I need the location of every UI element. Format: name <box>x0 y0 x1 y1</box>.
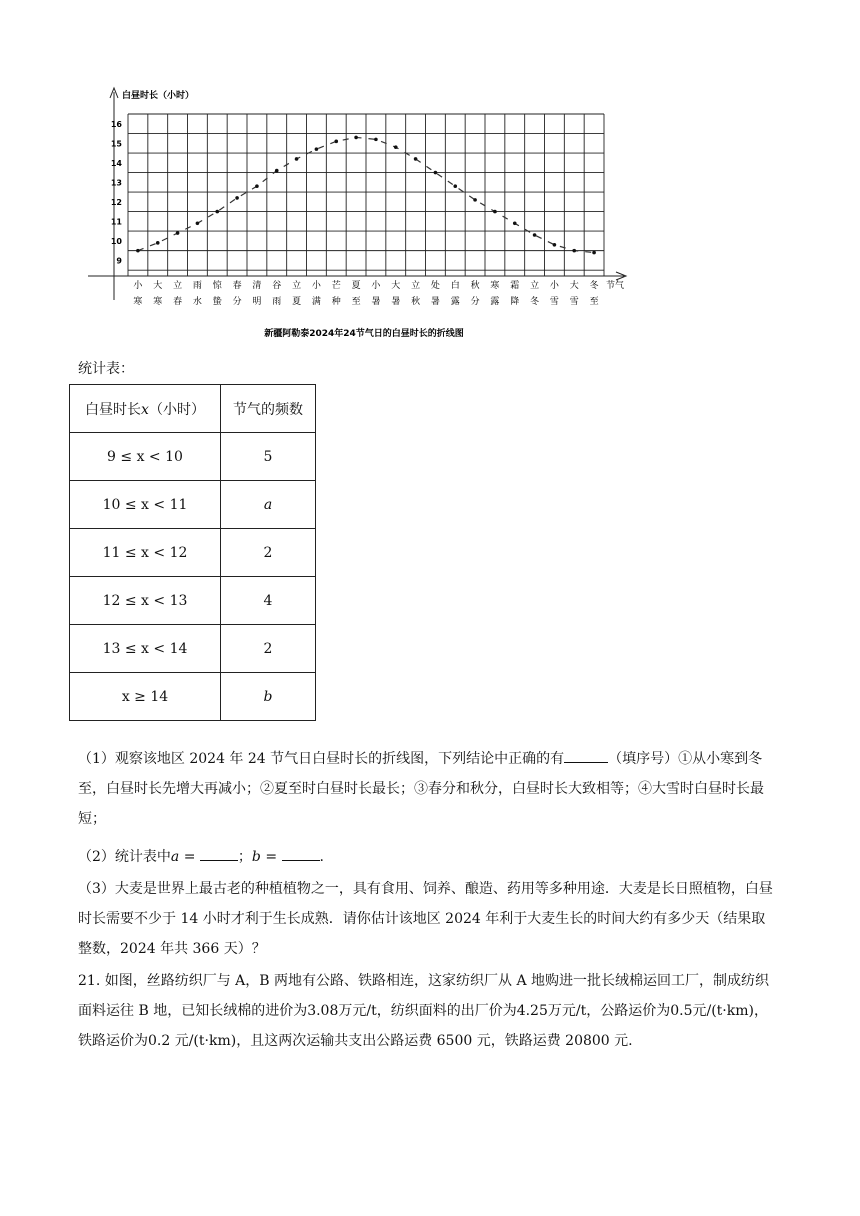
x-tick-label: 露 <box>490 297 500 307</box>
x-tick-label: 大 <box>153 281 163 291</box>
data-point <box>434 171 438 175</box>
x-tick-label: 小 <box>311 281 321 291</box>
x-tick-label: 谷 <box>272 281 282 291</box>
x-tick-label: 雪 <box>569 297 579 307</box>
data-point <box>493 210 497 214</box>
range-cell: 13 ≤ x < 14 <box>70 625 221 673</box>
x-tick-label: 暑 <box>391 297 401 307</box>
x-tick-label: 大 <box>391 281 401 291</box>
x-tick-label: 立 <box>292 281 302 291</box>
freq-cell: 2 <box>221 529 316 577</box>
x-tick-label: 大 <box>569 281 579 291</box>
x-tick-label: 雨 <box>192 281 202 291</box>
x-tick-label: 寒 <box>153 297 163 307</box>
data-point <box>553 243 557 247</box>
data-point <box>235 196 239 200</box>
x-tick-label: 小 <box>549 281 559 291</box>
x-tick-label: 明 <box>252 297 262 307</box>
freq-cell: 2 <box>221 625 316 673</box>
chart-grid <box>88 88 626 300</box>
question-21: 21. 如图，丝路纺织厂与 A，B 两地有公路、铁路相连，这家纺织厂从 A 地购进一批长绒棉运回工厂，制成纺织面料运往 B 地，已知长绒棉的进价为3.08万元/t，纺织面料的出厂价为4.25万元/t，公路运价为0.5元/(t·km)，铁路运价为0.2 元/(t·km)，且这两次运输共支出公路运费 6500 元，铁路运费 20800 元. <box>78 973 770 1049</box>
x-tick-label: 暑 <box>371 297 381 307</box>
table-row <box>70 481 316 529</box>
data-point <box>354 136 358 140</box>
x-tick-label: 冬 <box>530 297 540 307</box>
x-tick-label: 种 <box>331 297 341 307</box>
data-point <box>533 233 537 237</box>
x-tick-label: 秋 <box>411 297 421 307</box>
y-tick-label: 13 <box>110 178 122 188</box>
x-tick-label: 至 <box>589 297 599 307</box>
frequency-table <box>69 384 316 721</box>
range-cell: 10 ≤ x < 11 <box>70 481 221 529</box>
data-point <box>374 138 378 142</box>
data-point <box>136 249 140 253</box>
data-point <box>315 147 319 151</box>
x-tick-label: 寒 <box>133 297 143 307</box>
x-tick-label: 降 <box>510 297 520 307</box>
data-point <box>215 210 219 214</box>
y-tick-label: 10 <box>110 236 122 246</box>
range-cell: 11 ≤ x < 12 <box>70 529 221 577</box>
x-tick-label: 分 <box>232 297 242 307</box>
data-point <box>572 249 576 253</box>
freq-cell: a <box>221 481 316 529</box>
daylight-line-chart <box>84 74 644 344</box>
table-row <box>70 673 316 721</box>
x-tick-label: 小 <box>371 281 381 291</box>
x-tick-label: 雪 <box>549 297 559 307</box>
y-tick-label: 11 <box>110 217 122 227</box>
data-point <box>414 157 418 161</box>
y-tick-labels <box>111 120 123 266</box>
y-tick-label: 12 <box>110 197 122 207</box>
data-point <box>275 169 279 173</box>
data-point <box>513 222 517 226</box>
table-header-row <box>70 385 316 433</box>
data-point <box>473 198 477 202</box>
header-daylight: 白昼时长x（小时） <box>70 385 221 433</box>
x-tick-label: 满 <box>311 297 321 307</box>
data-point <box>334 140 338 144</box>
x-axis-name: 节气 <box>606 281 625 291</box>
freq-cell: 4 <box>221 577 316 625</box>
freq-cell: 5 <box>221 433 316 481</box>
data-point <box>295 157 299 161</box>
x-tick-label: 处 <box>430 281 440 291</box>
question-2: （2）统计表中a = ；b = . <box>78 842 778 872</box>
answer-blank-a[interactable] <box>200 846 238 861</box>
question-1: （1）观察该地区 2024 年 24 节气日白昼时长的折线图，下列结论中正确的有 （填序号）①从小寒到冬至，白昼时长先增大再减小；②夏至时白昼时长最长；③春分和秋分，白昼时长大致相等；④大雪时白昼时长最短； <box>78 744 778 834</box>
x-tick-label: 寒 <box>490 281 500 291</box>
x-tick-label: 分 <box>470 297 480 307</box>
x-tick-label: 霜 <box>510 281 520 291</box>
chart-caption: 新疆阿勒泰2024年24节气日的白昼时长的折线图 <box>264 329 464 339</box>
data-point <box>394 145 398 149</box>
x-tick-label: 水 <box>192 297 202 307</box>
x-tick-label: 小 <box>133 281 143 291</box>
range-cell: x ≥ 14 <box>70 673 221 721</box>
range-cell: 9 ≤ x < 10 <box>70 433 221 481</box>
table-row <box>70 529 316 577</box>
x-tick-label: 夏 <box>292 297 302 307</box>
freq-cell: b <box>221 673 316 721</box>
data-point <box>453 184 457 188</box>
question-3: （3）大麦是世界上最古老的种植植物之一，具有食用、饲养、酿造、药用等多种用途．大麦是长日照植物，白昼时长需要不少于 14 小时才利于生长成熟．请你估计该地区 2024 年利于大麦生长的时间大约有多少天（结果取整数，2024 年共 366 天）？ <box>78 881 773 957</box>
y-tick-label: 15 <box>110 139 122 149</box>
table-row <box>70 625 316 673</box>
stat-table-label: 统计表： <box>78 361 134 377</box>
data-point <box>255 184 259 188</box>
y-axis-label: 白昼时长（小时） <box>122 91 195 101</box>
range-cell: 12 ≤ x < 13 <box>70 577 221 625</box>
x-tick-label: 春 <box>173 297 183 307</box>
x-tick-label: 暑 <box>430 297 440 307</box>
x-tick-label: 夏 <box>351 281 361 291</box>
answer-blank[interactable] <box>564 748 608 763</box>
x-tick-label: 立 <box>173 281 183 291</box>
x-tick-label: 蛰 <box>212 297 222 307</box>
x-tick-label: 立 <box>530 281 540 291</box>
x-tick-label: 春 <box>232 281 242 291</box>
x-tick-label: 至 <box>351 297 361 307</box>
y-tick-label: 16 <box>110 119 122 129</box>
x-tick-label: 芒 <box>331 281 341 291</box>
x-tick-label: 露 <box>450 297 460 307</box>
table-row <box>70 577 316 625</box>
x-category-labels <box>133 279 598 307</box>
answer-blank-b[interactable] <box>282 846 320 861</box>
data-point <box>156 241 160 245</box>
x-tick-label: 立 <box>411 281 421 291</box>
y-tick-label: 14 <box>110 158 122 168</box>
header-frequency: 节气的频数 <box>221 385 316 433</box>
x-tick-label: 冬 <box>589 281 599 291</box>
x-tick-label: 惊 <box>212 281 222 291</box>
data-point <box>592 251 596 255</box>
data-point <box>196 222 200 226</box>
table-row <box>70 433 316 481</box>
data-point <box>176 231 180 235</box>
x-tick-label: 雨 <box>272 297 282 307</box>
x-tick-label: 清 <box>252 281 262 291</box>
x-tick-label: 秋 <box>470 281 480 291</box>
x-tick-label: 白 <box>450 281 460 291</box>
y-tick-label: 9 <box>116 256 122 266</box>
